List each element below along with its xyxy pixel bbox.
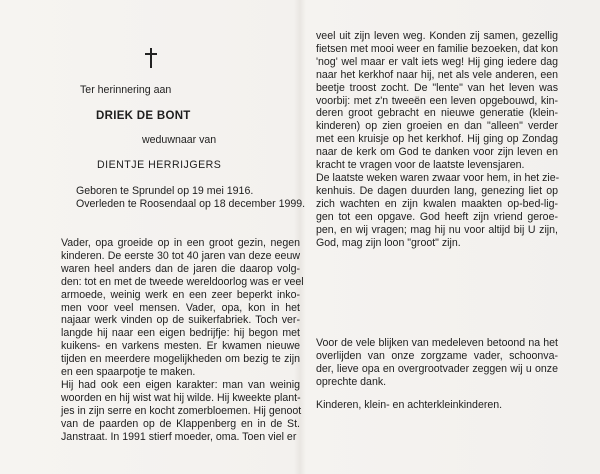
text-line: men voor veel mensen. Vader, opa, kon in het xyxy=(61,301,300,314)
text-line: naar de kerk om God te danken voor zijn leven en xyxy=(316,146,558,159)
relation-text: weduwnaar van xyxy=(142,134,217,146)
text-line: armoede, weinig werk en een zeer beperkt inko- xyxy=(61,288,300,301)
text-line: gen tot een opgave. God heeft zijn vriend geroe- xyxy=(316,210,558,223)
text-line: voorbij: met z'n tweeën een leven opgebouwd, kin- xyxy=(316,94,558,107)
signature-text: Kinderen, klein- en achterkleinkinderen. xyxy=(316,399,503,411)
text-line: overlijden van onze zorgzame vader, schoonva- xyxy=(316,349,558,362)
text-line: kinderen) op zien groeien en dan "alleen" verder xyxy=(316,120,558,133)
spouse-name: DIENTJE HERRIJGERS xyxy=(97,159,222,171)
text-line: kinderen. De eerste 30 tot 40 jaren van deze eeuw xyxy=(61,249,300,262)
text-line: kracht te vragen voor de laatste levensjaren. xyxy=(316,159,525,172)
text-line: oprechte dank. xyxy=(316,375,387,388)
birth-line: Geboren te Sprundel op 19 mei 1916. xyxy=(76,185,254,197)
biography-text xyxy=(61,237,304,444)
text-line: Vader, opa groeide op in een groot gezin, negen xyxy=(61,237,300,249)
text-line: waren heel anders dan de jaren die daarop volg- xyxy=(61,262,300,275)
text-line: 'nog' wel maar er valt iets weg! Hij ging iedere dag xyxy=(316,55,558,68)
text-line: najaar werk vinden op de suikerfabriek. Toch ver- xyxy=(61,314,300,327)
text-line: naar het kerkhof naar hij, net als vele anderen, een xyxy=(316,68,558,81)
cross-icon xyxy=(145,48,157,68)
text-line: langde hij naar een eigen bedrijfje: hij begon met xyxy=(61,327,300,340)
text-line: tijden en meerdere mogelijkheden om bezig te zijn xyxy=(61,353,300,366)
text-line: Hij had ook een eigen karakter: man van weinig xyxy=(61,378,300,391)
text-line: deren groot gebracht en nieuwe generatie (klein- xyxy=(316,107,558,120)
text-line: van de paarden op de Klappenberg en in de St. xyxy=(61,417,300,430)
text-line: pen, en wij vragen; mag hij nu voor altijd bij U zijn, xyxy=(316,223,558,236)
text-line: beetje troost zocht. De "lente" van het leven was xyxy=(316,81,558,94)
text-line: zich wachten en zijn kwalen maakten op-bed-lig- xyxy=(316,197,558,210)
deceased-name: DRIEK DE BONT xyxy=(96,110,191,122)
biography-continued-text xyxy=(316,30,558,249)
text-line: met een kruisje op het kerkhof. Hij ging op Zondag xyxy=(316,133,558,146)
text-line: kenhuis. De dagen duurden lang, genezing liet op xyxy=(316,184,558,197)
thanks-text xyxy=(316,337,558,389)
text-line: den: tot en met de tweede wereldoorlog was er veel xyxy=(61,275,304,288)
text-line: woorden en hij wist wat hij wilde. Hij kweekte plant- xyxy=(61,391,301,404)
text-line: en een spaarpotje te maken. xyxy=(61,366,196,379)
death-line: Overleden te Roosendaal op 18 december 1999. xyxy=(76,198,306,210)
text-line: De laatste weken waren zwaar voor hem, in het zie- xyxy=(316,171,560,184)
text-line: God, mag zijn loon "groot" zijn. xyxy=(316,236,461,249)
text-line: jes in zijn serre en kocht zomerbloemen. Hij genoot xyxy=(61,404,302,417)
text-line: Janstraat. In 1991 stierf moeder, oma. Toen viel er xyxy=(61,430,297,443)
text-line: veel uit zijn leven weg. Konden zij samen, gezellig xyxy=(316,30,558,42)
intro-text: Ter herinnering aan xyxy=(80,84,172,96)
text-line: Voor de vele blijken van medeleven betoond na het xyxy=(316,337,558,349)
text-line: kuikens- en varkens mesten. Er kwamen nieuwe xyxy=(61,340,300,353)
text-line: der, lieve opa en overgrootvader zeggen wij u onze xyxy=(316,362,558,375)
text-line: fietsen met mooi weer en familie bezoeken, dat kon xyxy=(316,42,558,55)
